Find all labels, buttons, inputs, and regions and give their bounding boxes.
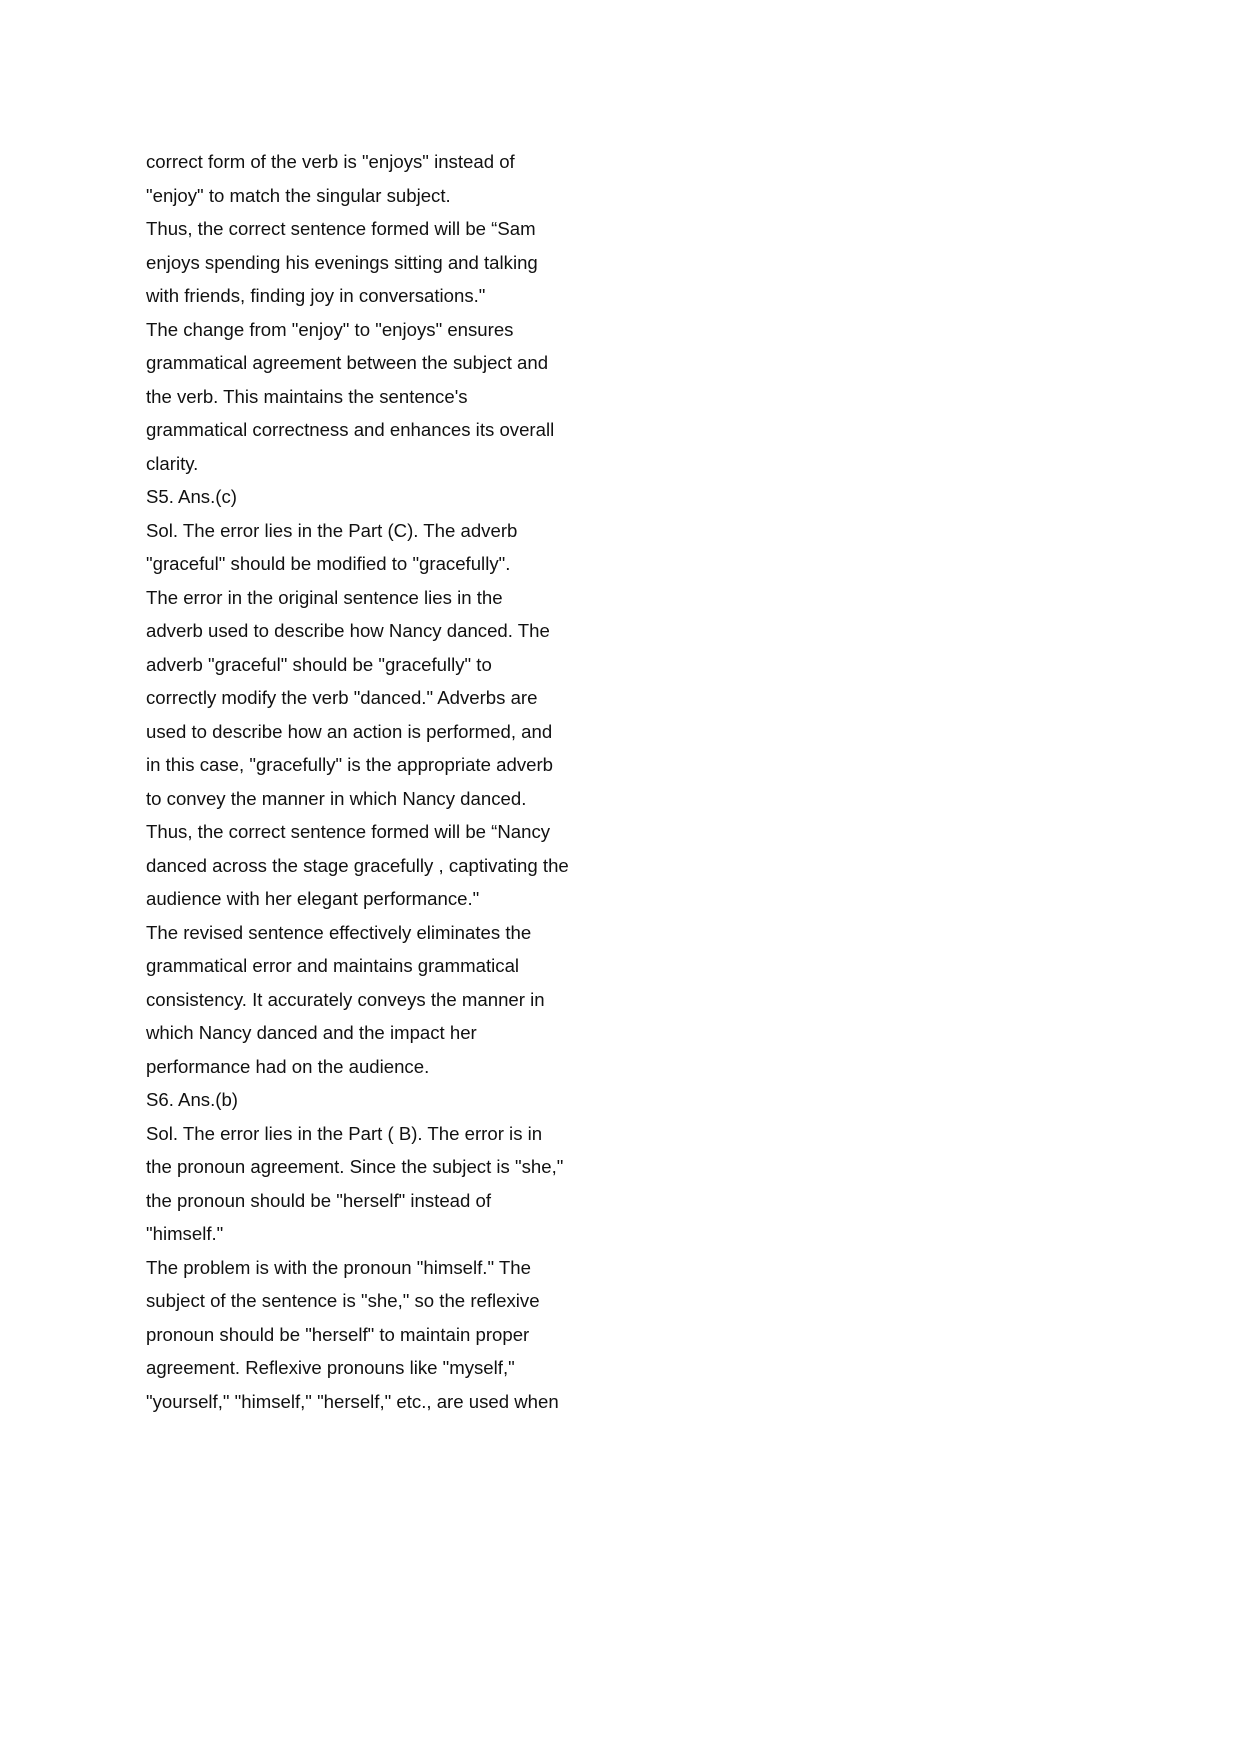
text-line: "himself."	[146, 1223, 224, 1244]
text-line: grammatical error and maintains grammatical	[146, 955, 520, 976]
text-line: pronoun should be "herself" to maintain proper	[146, 1323, 530, 1345]
text-line: grammatical agreement between the subject and	[146, 352, 549, 373]
text-line: audience with her elegant performance."	[146, 888, 480, 909]
text-line: "yourself," "himself," "herself," etc., are used when	[146, 1390, 559, 1412]
text-line: the pronoun should be "herself" instead of	[146, 1189, 492, 1211]
text-line: Thus, the correct sentence formed will be “Nancy	[146, 821, 551, 842]
text-line: The problem is with the pronoun "himself." The	[146, 1256, 531, 1278]
text-line: The revised sentence effectively eliminates the	[146, 921, 532, 943]
text-line: adverb used to describe how Nancy danced. The	[146, 620, 550, 641]
answer-heading-s6: S6. Ans.(b)	[146, 1089, 238, 1110]
text-line: correct form of the verb is "enjoys" instead of	[146, 151, 515, 172]
text-line: used to describe how an action is performed, and	[146, 720, 553, 742]
text-line: The error in the original sentence lies in the	[146, 586, 503, 608]
text-line: clarity.	[146, 452, 199, 474]
text-line: The change from "enjoy" to "enjoys" ensures	[146, 318, 514, 340]
text-line: enjoys spending his evenings sitting and talking	[146, 251, 538, 273]
answer-heading-s5: S5. Ans.(c)	[146, 486, 237, 507]
text-line: agreement. Reflexive pronouns like "myself,"	[146, 1357, 515, 1378]
text-line: "enjoy" to match the singular subject.	[146, 184, 451, 206]
text-line: Thus, the correct sentence formed will be “Sam	[146, 218, 536, 239]
text-line: to convey the manner in which Nancy danced.	[146, 787, 527, 809]
text-line: "graceful" should be modified to "gracefully".	[146, 553, 511, 574]
text-line: with friends, finding joy in conversations."	[146, 285, 486, 306]
text-line: grammatical correctness and enhances its overall	[146, 419, 555, 440]
text-line: Sol. The error lies in the Part (C). The adverb	[146, 519, 518, 541]
text-line: in this case, "gracefully" is the appropriate adverb	[146, 754, 553, 775]
text-line: consistency. It accurately conveys the manner in	[146, 988, 545, 1010]
text-line: the verb. This maintains the sentence's	[146, 385, 468, 407]
text-line: subject of the sentence is "she," so the reflexive	[146, 1290, 540, 1311]
document-body	[146, 145, 666, 1418]
text-line: correctly modify the verb "danced." Adverbs are	[146, 687, 538, 708]
text-line: performance had on the audience.	[146, 1055, 430, 1077]
text-line: which Nancy danced and the impact her	[146, 1022, 477, 1043]
text-line: the pronoun agreement. Since the subject is "she,"	[146, 1156, 564, 1177]
text-line: adverb "graceful" should be "gracefully" to	[146, 653, 492, 675]
text-line: Sol. The error lies in the Part ( B). The error is in	[146, 1122, 543, 1144]
text-line: danced across the stage gracefully , captivating the	[146, 854, 569, 876]
